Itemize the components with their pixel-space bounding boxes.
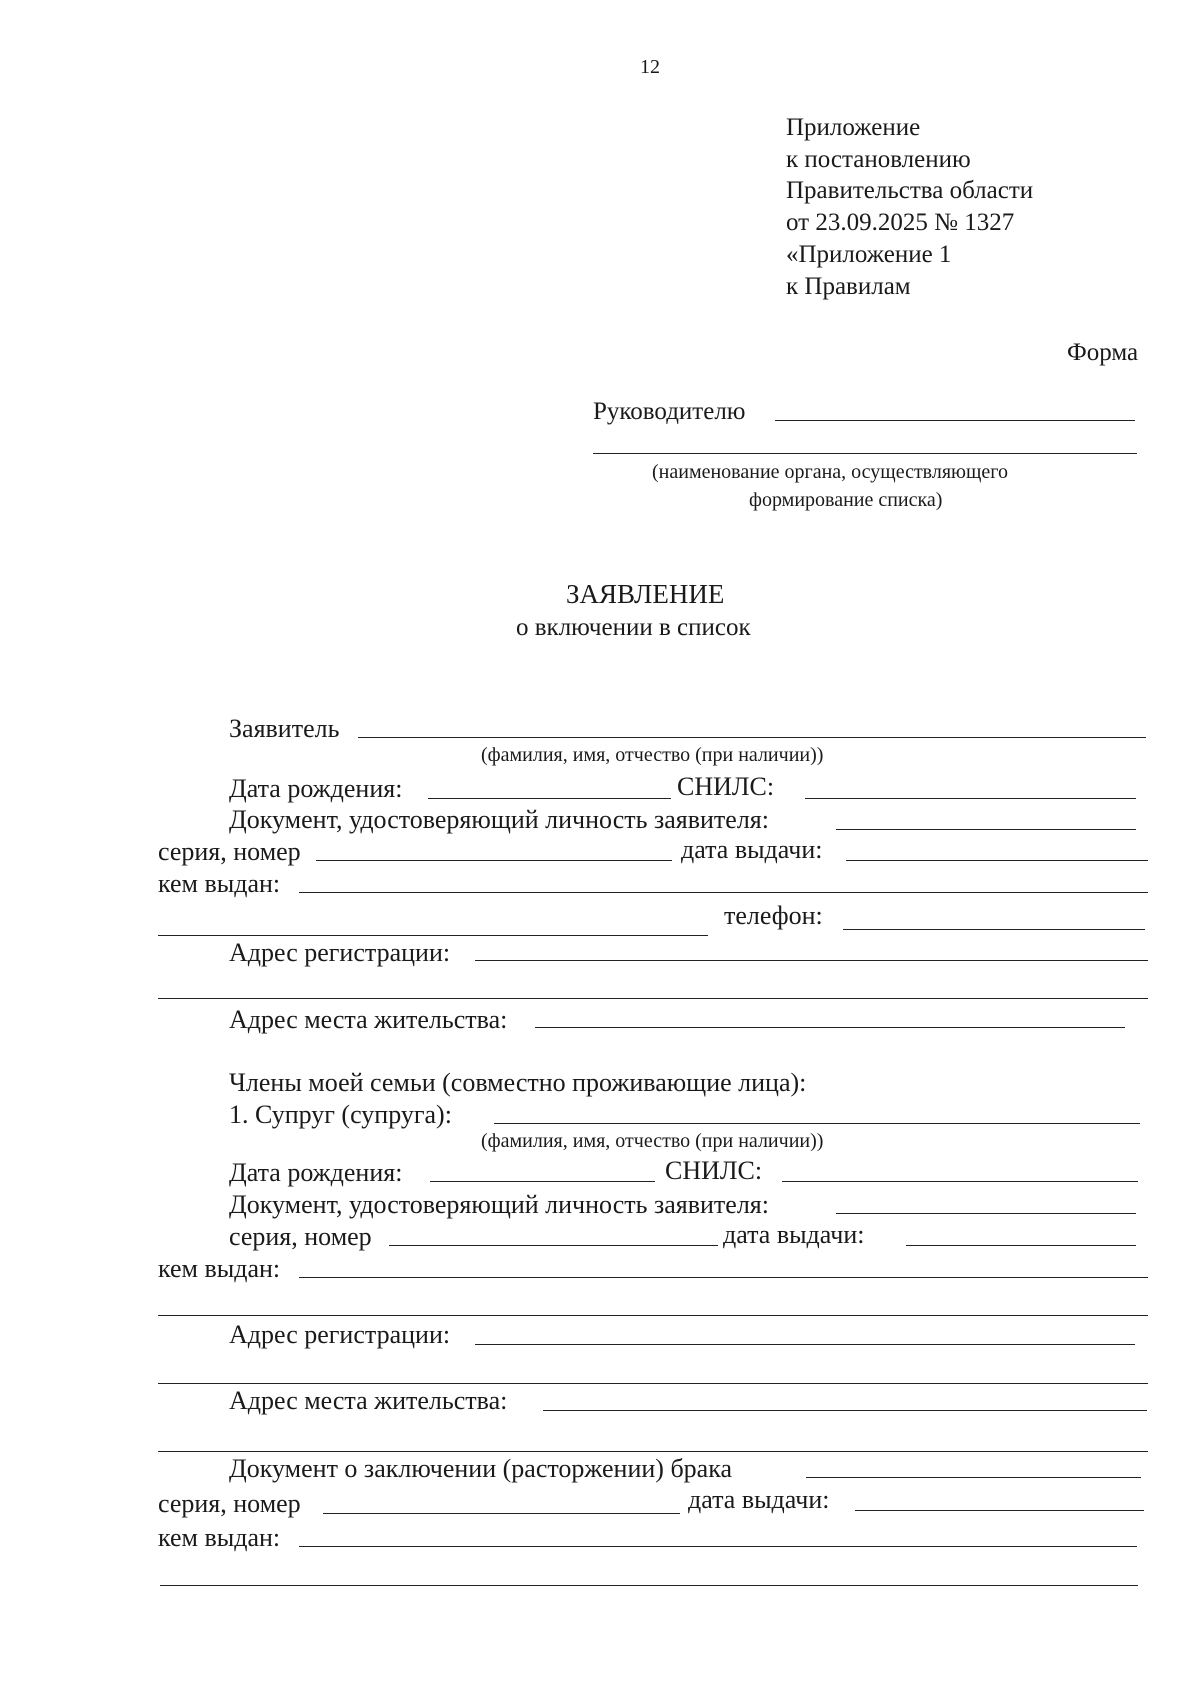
applicant-name-field[interactable] xyxy=(358,712,1146,738)
spouse-res-address-label: Адрес места жительства: xyxy=(229,1386,508,1415)
spouse-res-address-field-2[interactable] xyxy=(158,1426,1148,1452)
addressee-field[interactable] xyxy=(775,395,1135,421)
applicant-issued-by-field-2[interactable] xyxy=(158,910,708,936)
applicant-reg-address-field-2[interactable] xyxy=(158,973,1148,999)
spouse-snils-label: СНИЛС: xyxy=(665,1156,763,1185)
header-line-5: «Приложение 1 xyxy=(786,241,952,268)
applicant-birth-field[interactable] xyxy=(428,773,671,799)
applicant-birth-label: Дата рождения: xyxy=(229,774,403,803)
spouse-res-address-field[interactable] xyxy=(543,1385,1147,1411)
spouse-issue-date-label: дата выдачи: xyxy=(723,1220,865,1249)
applicant-issue-date-label: дата выдачи: xyxy=(681,835,823,864)
spouse-birth-label: Дата рождения: xyxy=(229,1158,403,1187)
spouse-name-caption: (фамилия, имя, отчество (при наличии)) xyxy=(481,1130,824,1152)
spouse-id-doc-label: Документ, удостоверяющий личность заявителя: xyxy=(229,1190,769,1219)
marriage-issue-date-field[interactable] xyxy=(855,1485,1144,1511)
family-heading: Члены моей семьи (совместно проживающие лица): xyxy=(229,1068,807,1097)
spouse-id-doc-field[interactable] xyxy=(836,1188,1136,1214)
header-line-3: Правительства области xyxy=(786,177,1034,204)
applicant-snils-label: СНИЛС: xyxy=(677,772,775,801)
applicant-phone-field[interactable] xyxy=(843,904,1145,930)
spouse-issued-by-field-2[interactable] xyxy=(158,1290,1148,1316)
spouse-reg-address-label: Адрес регистрации: xyxy=(229,1320,451,1349)
addressee-caption-2: формирование списка) xyxy=(749,489,943,511)
marriage-doc-field[interactable] xyxy=(806,1452,1141,1478)
form-label: Форма xyxy=(1067,339,1139,366)
spouse-name-field[interactable] xyxy=(494,1098,1140,1124)
applicant-series-label: серия, номер xyxy=(158,837,301,866)
applicant-name-caption: (фамилия, имя, отчество (при наличии)) xyxy=(481,744,824,766)
spouse-series-label: серия, номер xyxy=(229,1222,372,1251)
spouse-snils-field[interactable] xyxy=(782,1156,1138,1182)
header-line-2: к постановлению xyxy=(786,146,971,173)
addressee-caption-1: (наименование органа, осуществляющего xyxy=(652,461,1008,483)
applicant-reg-address-field[interactable] xyxy=(475,935,1148,961)
spouse-issue-date-field[interactable] xyxy=(906,1220,1136,1246)
header-line-6: к Правилам xyxy=(786,273,911,300)
marriage-doc-label: Документ о заключении (расторжении) брака xyxy=(229,1454,733,1483)
marriage-issued-by-label: кем выдан: xyxy=(158,1523,281,1552)
spouse-reg-address-field-2[interactable] xyxy=(158,1358,1148,1384)
spouse-label: 1. Супруг (супруга): xyxy=(229,1100,452,1129)
applicant-series-field[interactable] xyxy=(316,835,672,861)
page-number: 12 xyxy=(640,56,660,78)
applicant-id-doc-field[interactable] xyxy=(836,804,1136,830)
header-line-1: Приложение xyxy=(786,114,921,141)
applicant-reg-address-label: Адрес регистрации: xyxy=(229,938,451,967)
applicant-phone-label: телефон: xyxy=(724,901,823,930)
marriage-issued-by-field-2[interactable] xyxy=(160,1560,1138,1586)
applicant-id-doc-label: Документ, удостоверяющий личность заявителя: xyxy=(229,805,769,834)
spouse-birth-field[interactable] xyxy=(430,1156,655,1182)
applicant-issue-date-field[interactable] xyxy=(846,835,1148,861)
document-subtitle: о включении в список xyxy=(516,614,751,641)
applicant-issued-by-label: кем выдан: xyxy=(158,869,281,898)
marriage-issued-by-field[interactable] xyxy=(299,1521,1137,1547)
spouse-reg-address-field[interactable] xyxy=(475,1319,1135,1345)
spouse-series-field[interactable] xyxy=(389,1220,718,1246)
applicant-res-address-label: Адрес места жительства: xyxy=(229,1005,508,1034)
addressee-label: Руководителю xyxy=(593,398,746,425)
applicant-name-label: Заявитель xyxy=(229,714,340,743)
marriage-series-field[interactable] xyxy=(323,1488,680,1514)
marriage-issue-date-label: дата выдачи: xyxy=(688,1485,830,1514)
applicant-res-address-field[interactable] xyxy=(535,1002,1125,1028)
document-title: ЗАЯВЛЕНИЕ xyxy=(566,579,725,609)
applicant-snils-field[interactable] xyxy=(805,773,1136,799)
marriage-series-label: серия, номер xyxy=(158,1489,301,1518)
spouse-issued-by-label: кем выдан: xyxy=(158,1254,281,1283)
header-line-4: от 23.09.2025 № 1327 xyxy=(786,209,1015,236)
spouse-issued-by-field[interactable] xyxy=(299,1252,1148,1278)
applicant-issued-by-field[interactable] xyxy=(299,867,1148,893)
addressee-field-2[interactable] xyxy=(593,428,1137,454)
